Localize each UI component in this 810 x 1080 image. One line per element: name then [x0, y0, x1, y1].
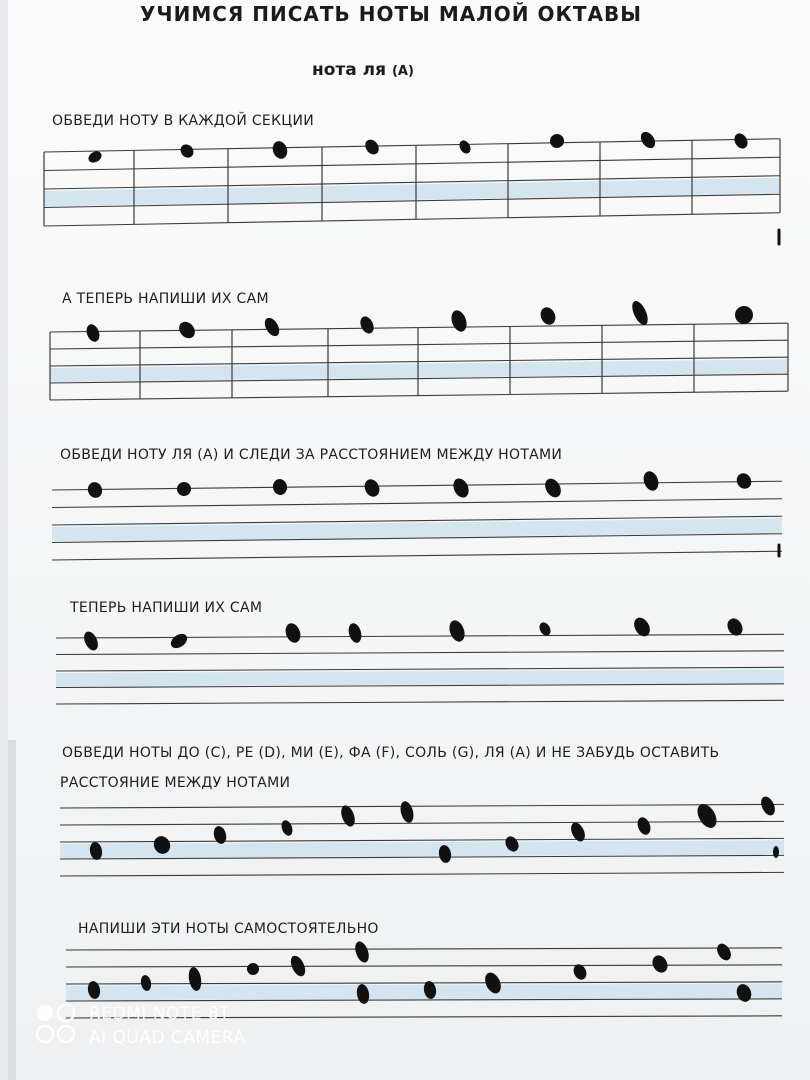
note-head [280, 819, 295, 837]
note-head [178, 142, 196, 160]
note-head [457, 138, 473, 155]
staff-line [44, 139, 780, 152]
section-3-instruction: ОБВЕДИ НОТУ ЛЯ (А) И СЛЕДИ ЗА РАССТОЯНИЕМ МЕЖДУ НОТАМИ [60, 447, 563, 463]
note-head [84, 322, 101, 343]
note-head [81, 629, 100, 652]
note-head [262, 315, 282, 338]
note-head [758, 794, 777, 817]
staff-line [56, 634, 784, 638]
staff-line [50, 340, 788, 349]
note-head [649, 953, 670, 976]
note-head [212, 825, 228, 845]
note-head [362, 137, 381, 157]
staff-line [56, 700, 784, 704]
camera-logo-icon [34, 1002, 78, 1046]
staff-line [66, 948, 782, 950]
staff-1 [44, 139, 780, 226]
staff-highlight-band [66, 984, 782, 1000]
staff-line [60, 821, 784, 825]
note-head [168, 631, 190, 651]
note-head [353, 940, 372, 965]
staff-line [52, 551, 782, 560]
note-head [734, 471, 754, 492]
staff-line [66, 965, 782, 967]
staff-3 [52, 481, 782, 560]
note-head [547, 131, 566, 150]
note-head [732, 131, 750, 151]
note-head [245, 961, 260, 976]
section-1-instruction: ОБВЕДИ НОТУ В КАЖДОЙ СЕКЦИИ [52, 113, 315, 129]
subtitle-text: нота ля [312, 60, 387, 80]
subtitle-paren: (А) [391, 64, 414, 79]
section-6-instruction: НАПИШИ ЭТИ НОТЫ САМОСТОЯТЕЛЬНО [78, 921, 379, 937]
staff-line [60, 872, 784, 876]
staff-line [44, 213, 780, 226]
note-head [347, 622, 364, 644]
note-head [714, 941, 733, 963]
staff-line [44, 157, 780, 170]
note-head [86, 480, 105, 500]
worksheet-title: УЧИМСЯ ПИСАТЬ НОТЫ МАЛОЙ ОКТАВЫ [140, 2, 642, 26]
note-head [568, 820, 587, 843]
note-head [283, 621, 303, 645]
note-head [272, 478, 289, 496]
note-head [538, 305, 558, 327]
note-head [641, 469, 661, 493]
note-head [362, 477, 382, 499]
note-head [450, 476, 471, 500]
staff-line [52, 481, 782, 490]
watermark-model: REDMI NOTE 8T [89, 1004, 231, 1024]
staff-2 [50, 323, 788, 400]
section-5-instruction-line2: РАССТОЯНИЕ МЕЖДУ НОТАМИ [60, 775, 291, 791]
note-head [773, 846, 779, 858]
note-head [358, 314, 376, 335]
note-head [635, 815, 652, 836]
note-head [629, 299, 651, 328]
note-head [398, 800, 415, 824]
staff-line [60, 804, 784, 808]
note-head [447, 618, 468, 643]
staff-line [66, 982, 782, 984]
staff-4 [56, 634, 784, 704]
staff-5 [60, 804, 784, 876]
note-head [449, 308, 470, 333]
note-head [542, 476, 564, 500]
staff-line [50, 391, 788, 400]
staff-line [50, 323, 788, 332]
section-4-instruction: ТЕПЕРЬ НАПИШИ ИХ САМ [70, 600, 263, 616]
staff-line [52, 499, 782, 508]
section-2-instruction: А ТЕПЕРЬ НАПИШИ ИХ САМ [62, 291, 269, 307]
note-head [270, 139, 289, 161]
section-5-instruction-line1: ОБВЕДИ НОТЫ ДО (С), РЕ (D), МИ (Е), ФА (F), СОЛЬ (G), ЛЯ (А) И НЕ ЗАБУДЬ ОСТАВИТЬ [62, 745, 720, 761]
staff-line [56, 651, 784, 655]
note-head [339, 804, 358, 829]
note-head [174, 479, 193, 498]
note-head [638, 129, 658, 151]
watermark-camera: AI QUAD CAMERA [89, 1028, 246, 1048]
